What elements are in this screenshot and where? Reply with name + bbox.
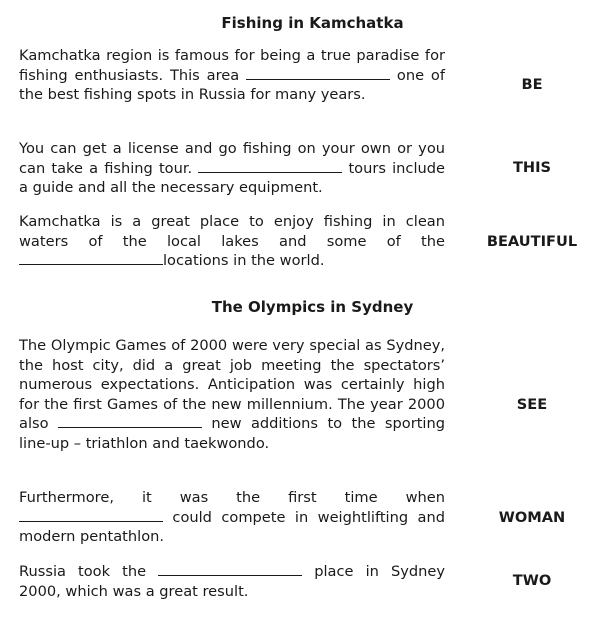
- answer-gap[interactable]: [58, 416, 202, 428]
- exercise-text: [19, 488, 445, 547]
- text-after-gap: place in Sydney 2000, which was a great result.: [19, 563, 445, 600]
- text-after-gap: tours include a guide and all the necessary equipment.: [19, 159, 445, 196]
- keyword: TWO: [512, 572, 552, 589]
- answer-gap[interactable]: [246, 68, 390, 80]
- answer-gap[interactable]: [198, 161, 342, 173]
- keyword: THIS: [512, 159, 552, 176]
- text-after-gap: locations in the world.: [163, 252, 325, 269]
- keyword: WOMAN: [498, 509, 566, 526]
- text-before-gap: Kamchatka region is famous for being a true paradise for fishing enthusiasts. This area: [19, 47, 445, 84]
- text-after-gap: one of the best fishing spots in Russia for many years.: [19, 66, 445, 103]
- section-title: The Olympics in Sydney: [211, 298, 414, 316]
- exercise-text: [19, 139, 445, 198]
- keyword: BE: [521, 76, 543, 93]
- exercise-text: [19, 336, 445, 453]
- text-before-gap: You can get a license and go fishing on your own or you can take a fishing tour.: [19, 140, 445, 177]
- exercise-text: [19, 46, 445, 105]
- section-title: Fishing in Kamchatka: [221, 14, 404, 32]
- answer-gap[interactable]: [158, 564, 302, 576]
- text-before-gap: Russia took the: [19, 563, 159, 580]
- text-before-gap: The Olympic Games of 2000 were very special as Sydney, the host city, did a great job meeting the spectators’ numerous expectations. Anticipation was certainly high for the first Games of the new millennium. The year 2000 also: [19, 337, 445, 432]
- text-after-gap: new additions to the sporting line-up – triathlon and taekwondo.: [19, 415, 445, 452]
- answer-gap[interactable]: [19, 253, 163, 265]
- keyword: SEE: [516, 396, 548, 413]
- exercise-text: [19, 562, 445, 601]
- exercise-text: [19, 212, 445, 271]
- answer-gap[interactable]: [19, 510, 163, 522]
- keyword: BEAUTIFUL: [486, 233, 578, 250]
- text-before-gap: Kamchatka is a great place to enjoy fishing in clean waters of the local lakes and some of the: [19, 213, 445, 250]
- text-after-gap: could compete in weightlifting and modern pentathlon.: [19, 508, 445, 545]
- text-before-gap: Furthermore, it was the first time when: [19, 489, 445, 506]
